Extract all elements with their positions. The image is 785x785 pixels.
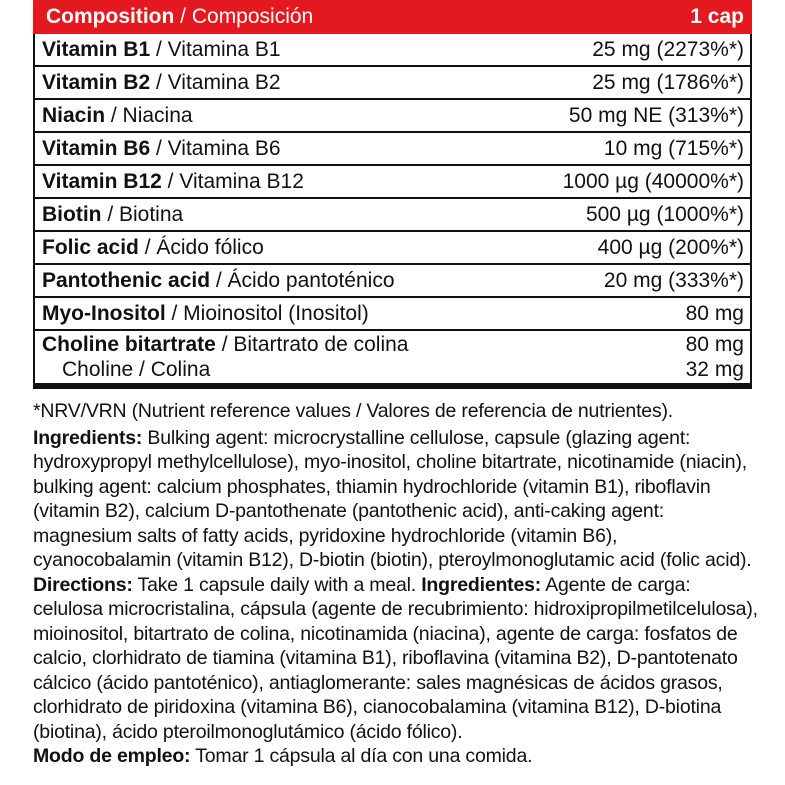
nutrient-name-en: Vitamin B12	[42, 169, 162, 193]
choline-line	[42, 332, 744, 357]
nutrient-name-es: Vitamina B2	[167, 70, 281, 94]
nutrient-amount: 10 mg (715%*)	[603, 136, 744, 160]
nutrient-name-en: Folic acid	[42, 235, 139, 259]
composition-panel	[33, 0, 752, 389]
nutrient-amount: 80 mg	[685, 333, 744, 356]
nutrient-name-en: Vitamin B1	[42, 37, 151, 61]
nutrient-name: Vitamin B1 / Vitamina B1	[42, 37, 281, 61]
directions-label: Directions:	[33, 573, 133, 596]
table-row	[35, 133, 750, 166]
nutrient-name-en: Biotin	[42, 202, 102, 226]
nutrient-name-en: Choline bitartrate	[42, 333, 216, 356]
nutrient-name: Vitamin B12 / Vitamina B12	[42, 169, 304, 193]
nutrient-name-es: Ácido fólico	[156, 235, 264, 259]
nutrient-name: Pantothenic acid / Ácido pantoténico	[42, 268, 395, 292]
composition-header	[33, 0, 752, 34]
table-row	[35, 232, 750, 265]
usage-text: Tomar 1 cápsula al día con una comida.	[190, 745, 533, 767]
sub-nutrient-amount: 32 mg	[685, 358, 744, 381]
nutrient-amount: 1000 µg (40000%*)	[562, 169, 744, 193]
header-title	[46, 5, 313, 29]
nutrient-amount: 25 mg (2273%*)	[592, 37, 744, 61]
label-notes	[33, 399, 758, 769]
nutrient-name: Niacin / Niacina	[42, 103, 193, 127]
table-row	[35, 34, 750, 67]
nutrient-name-en: Vitamin B6	[42, 136, 151, 160]
nutrient-name-es: Ácido pantoténico	[227, 268, 395, 292]
nutrient-name-es: Mioinositol (Inositol)	[183, 301, 369, 325]
nutrient-name-es: Bitartrato de colina	[233, 333, 409, 356]
nrv-note: *NRV/VRN (Nutrient reference values / Valores de referencia de nutrientes).	[33, 400, 674, 422]
header-title-es: Composición	[191, 5, 314, 28]
nutrient-name-es: Biotina	[119, 202, 184, 226]
choline-sub-line	[42, 357, 744, 382]
nutrient-amount: 500 µg (1000%*)	[585, 202, 744, 226]
table-row	[35, 166, 750, 199]
nutrient-name-en: Vitamin B2	[42, 70, 151, 94]
nutrient-amount: 400 µg (200%*)	[597, 235, 744, 259]
table-row	[35, 298, 750, 331]
nutrient-amount: 25 mg (1786%*)	[592, 70, 744, 94]
usage-label: Modo de empleo:	[33, 745, 191, 767]
nutrient-amount: 20 mg (333%*)	[603, 268, 744, 292]
ingredients-es-text: Agente de carga: celulosa microcristalina, cápsula (agente de recubrimiento: hidroxipropilmetilcelulosa), mioinositol, bitartrato de colina, nicotinamida (niacina), agente de carga: fosfatos de calcio, clorhidrato de tiamina (vitamina B1), riboflavina (vitamina B2), D-pantotenato cálcico (ácido pantoténico), antiaglomerante: sales magnésicas de ácidos grasos, clorhidrato de piridoxina (vitamina B6), cianocobalamina (vitamina B12), D-biotina (biotina), ácido pteroilmonoglutámico (ácido fólico).	[33, 573, 758, 743]
nutrient-amount: 50 mg NE (313%*)	[568, 103, 744, 127]
table-row-choline	[35, 331, 750, 389]
nutrient-name-es: Vitamina B1	[167, 37, 281, 61]
ingredients-en-label: Ingredients:	[33, 426, 143, 449]
nutrient-name-en: Pantothenic acid	[42, 268, 211, 292]
nutrient-name: Folic acid / Ácido fólico	[42, 235, 264, 259]
ingredients-es-label: Ingredientes:	[421, 573, 542, 596]
nutrient-name: Biotin / Biotina	[42, 202, 184, 226]
table-row	[35, 67, 750, 100]
nutrient-name-en: Niacin	[42, 103, 106, 127]
serving-size: 1 cap	[690, 5, 744, 28]
nutrient-name-es: Vitamina B6	[167, 136, 281, 160]
usage-paragraph	[33, 744, 758, 769]
table-row	[35, 265, 750, 298]
header-separator: /	[174, 5, 192, 28]
ingredients-en-text: Bulking agent: microcrystalline cellulose, capsule (glazing agent: hydroxypropyl methylcellulose), myo-inositol, choline bitartrate, nicotinamide (niacin), bulking agent: calcium phosphates, thiamin hydrochloride (vitamin B1), riboflavin (vitamin B2), calcium D-pantothenate (pantothenic acid), anti-caking agent: magnesium salts of fatty acids, pyridoxine hydrochloride (vitamin B6), cyanocobalamin (vitamin B12), D-biotin (biotin), pteroylmonoglutamic acid (folic acid).	[33, 426, 752, 571]
nutrient-name: Choline bitartrate / Bitartrato de colina	[42, 333, 409, 356]
composition-table	[33, 34, 752, 389]
nutrient-name-es: Niacina	[122, 103, 193, 127]
ingredients-paragraph	[33, 426, 758, 745]
nutrient-amount: 80 mg	[685, 301, 744, 325]
nutrient-name-en: Myo-Inositol	[42, 301, 166, 325]
nutrient-name: Myo-Inositol / Mioinositol (Inositol)	[42, 301, 369, 325]
directions-text: Take 1 capsule daily with a meal.	[132, 573, 422, 596]
header-title-en: Composition	[46, 5, 175, 28]
nutrient-name-es: Vitamina B12	[179, 169, 304, 193]
nutrient-name: Vitamin B6 / Vitamina B6	[42, 136, 281, 160]
sub-nutrient-name: Choline / Colina	[62, 358, 211, 381]
nutrient-name: Vitamin B2 / Vitamina B2	[42, 70, 281, 94]
table-row	[35, 199, 750, 232]
table-row	[35, 100, 750, 133]
